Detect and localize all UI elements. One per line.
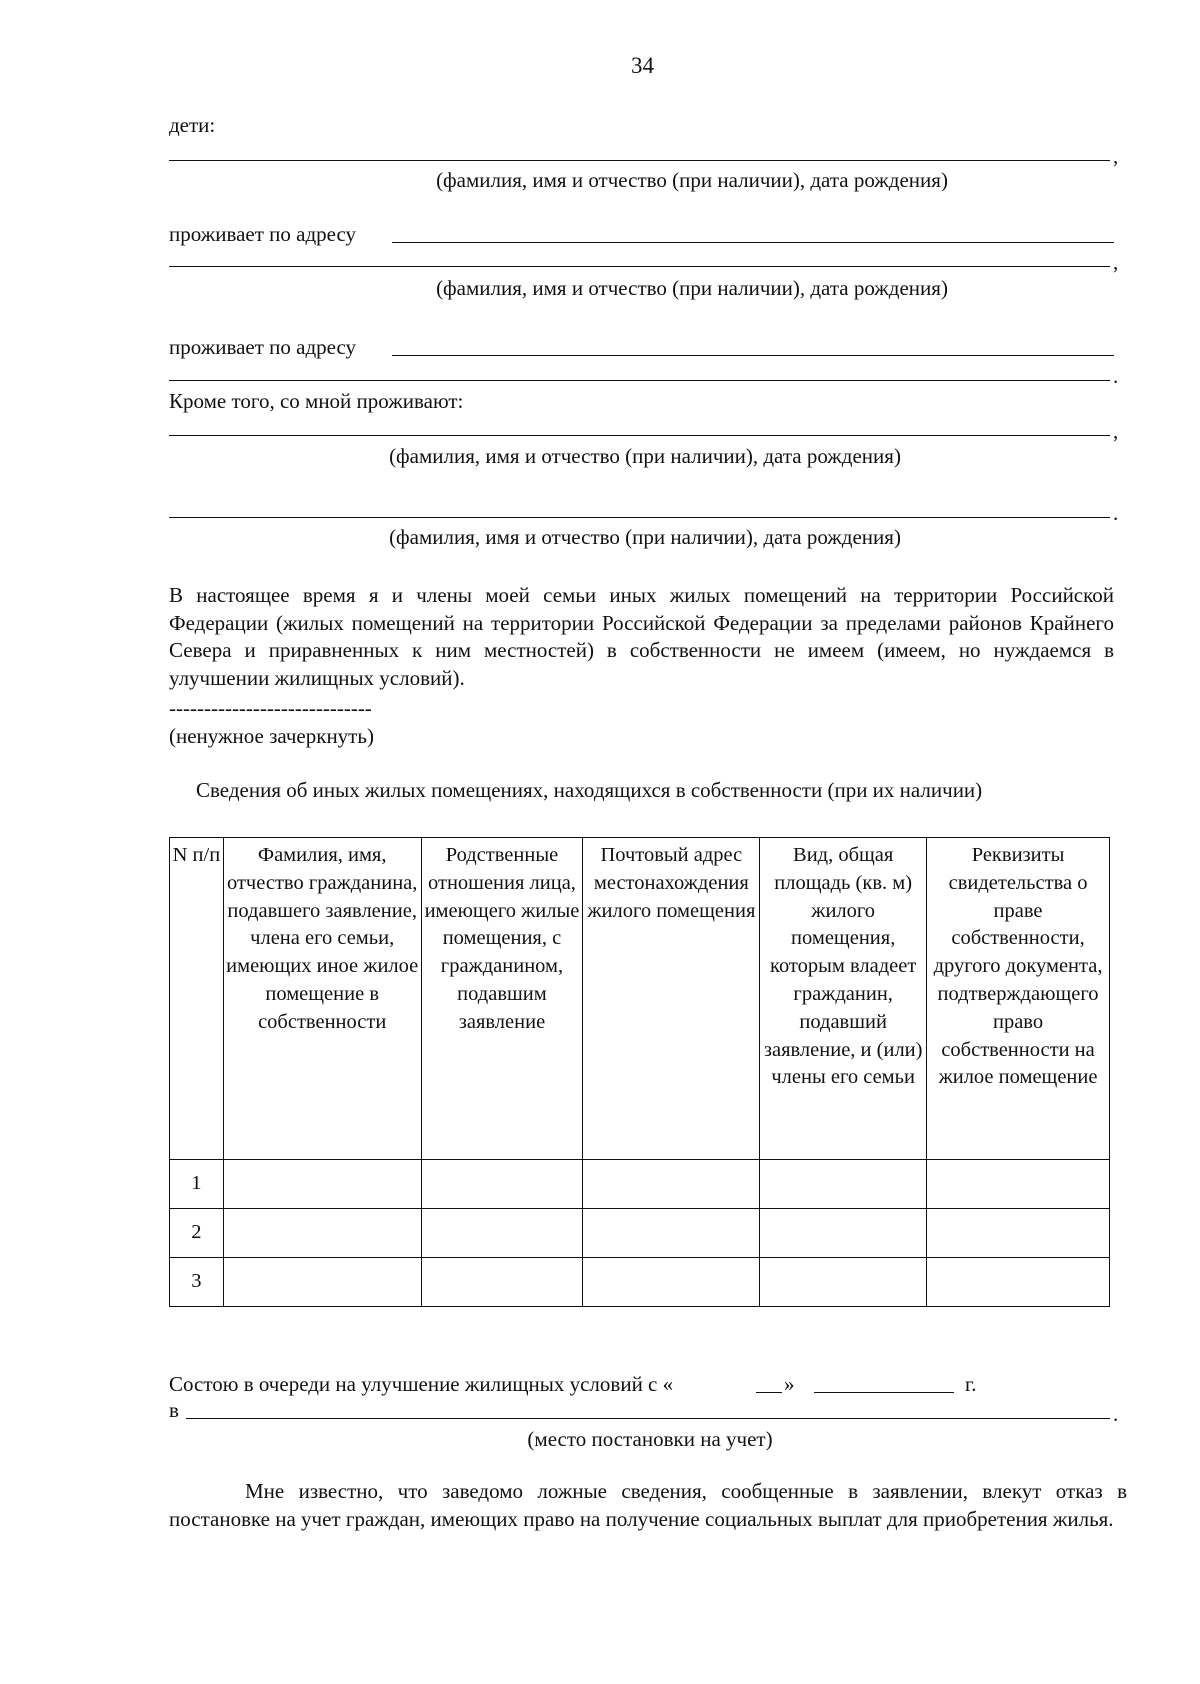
place-caption: (место постановки на учет) bbox=[527, 1427, 773, 1451]
cell[interactable] bbox=[927, 1160, 1110, 1209]
address-label: проживает по адресу bbox=[169, 222, 357, 246]
property-table bbox=[169, 837, 1110, 1307]
cohabitant-fio-line[interactable] bbox=[169, 435, 1110, 436]
fio-caption: (фамилия, имя и отчество (при наличии), дата рождения) bbox=[436, 168, 948, 192]
period: . bbox=[1113, 364, 1119, 388]
comma: , bbox=[1113, 419, 1119, 443]
period: . bbox=[1113, 1402, 1119, 1426]
fio-caption: (фамилия, имя и отчество (при наличии), дата рождения) bbox=[389, 444, 901, 468]
row-number: 1 bbox=[170, 1160, 224, 1209]
table-row bbox=[170, 1160, 1110, 1209]
cell[interactable] bbox=[421, 1209, 583, 1258]
period: . bbox=[1113, 501, 1119, 525]
cohabitant-fio-line[interactable] bbox=[169, 517, 1110, 518]
cell[interactable] bbox=[223, 1258, 421, 1307]
cell[interactable] bbox=[760, 1258, 927, 1307]
queue-month-field[interactable] bbox=[814, 1392, 954, 1393]
page-number: 34 bbox=[631, 53, 654, 78]
cell[interactable] bbox=[583, 1209, 760, 1258]
header-address: Почтовый адрес местонахождения жилого помещения bbox=[583, 838, 760, 1160]
cell[interactable] bbox=[583, 1160, 760, 1209]
cell[interactable] bbox=[583, 1258, 760, 1307]
queue-in-label: в bbox=[169, 1398, 179, 1422]
header-fio: Фамилия, имя, отчество гражданина, подавшего заявление, члена его семьи, имеющих иное жилое помещение в собственности bbox=[223, 838, 421, 1160]
statement-paragraph: В настоящее время я и члены моей семьи иных жилых помещений на территории Российской Федерации (жилых помещений на территории Российской Федерации за пределами районов Крайнего Севера и приравненных к ним местностей) в собственности не имеем (имеем, но нуждаемся в улучшении жилищных условий). bbox=[169, 583, 1114, 690]
queue-year-label: г. bbox=[965, 1372, 977, 1396]
address-line[interactable] bbox=[392, 242, 1114, 243]
queue-day-field[interactable] bbox=[756, 1392, 782, 1393]
dash-line: ----------------------------- bbox=[169, 696, 372, 720]
children-fio-line[interactable] bbox=[169, 160, 1110, 161]
comma: , bbox=[1113, 250, 1119, 274]
table-header-row bbox=[170, 838, 1110, 1160]
children-fio-line[interactable] bbox=[169, 266, 1110, 267]
queue-quote-close: » bbox=[784, 1372, 795, 1396]
warning-paragraph: Мне известно, что заведомо ложные сведения, сообщенные в заявлении, влекут отказ в постановке на учет граждан, имеющих право на получение социальных выплат для приобретения жилья. bbox=[169, 1479, 1127, 1531]
cell[interactable] bbox=[421, 1258, 583, 1307]
header-area: Вид, общая площадь (кв. м) жилого помещения, которым владеет гражданин, подавший заявление, и (или) члены его семьи bbox=[760, 838, 927, 1160]
cell[interactable] bbox=[927, 1258, 1110, 1307]
cell[interactable] bbox=[927, 1209, 1110, 1258]
address-line-2[interactable] bbox=[169, 380, 1110, 381]
queue-place-field[interactable] bbox=[186, 1418, 1110, 1419]
also-living-label: Кроме того, со мной проживают: bbox=[169, 389, 464, 413]
table-title: Сведения об иных жилых помещениях, находящихся в собственности (при их наличии) bbox=[196, 778, 983, 802]
cell[interactable] bbox=[760, 1209, 927, 1258]
comma: , bbox=[1113, 144, 1119, 168]
cell[interactable] bbox=[223, 1209, 421, 1258]
header-number: N п/п bbox=[170, 838, 224, 1160]
cell[interactable] bbox=[760, 1160, 927, 1209]
cell[interactable] bbox=[421, 1160, 583, 1209]
children-label: дети: bbox=[169, 113, 216, 137]
table-row bbox=[170, 1258, 1110, 1307]
header-relation: Родственные отношения лица, имеющего жилые помещения, с гражданином, подавшим заявление bbox=[421, 838, 583, 1160]
address-line[interactable] bbox=[392, 355, 1114, 356]
header-certificate: Реквизиты свидетельства о праве собственности, другого документа, подтверждающего право собственности на жилое помещение bbox=[927, 838, 1110, 1160]
cell[interactable] bbox=[223, 1160, 421, 1209]
fio-caption: (фамилия, имя и отчество (при наличии), дата рождения) bbox=[389, 525, 901, 549]
address-label: проживает по адресу bbox=[169, 335, 357, 359]
table-row bbox=[170, 1209, 1110, 1258]
row-number: 3 bbox=[170, 1258, 224, 1307]
queue-text: Состою в очереди на улучшение жилищных условий с « bbox=[169, 1372, 674, 1396]
row-number: 2 bbox=[170, 1209, 224, 1258]
fio-caption: (фамилия, имя и отчество (при наличии), дата рождения) bbox=[436, 276, 948, 300]
strike-note: (ненужное зачеркнуть) bbox=[169, 724, 374, 748]
